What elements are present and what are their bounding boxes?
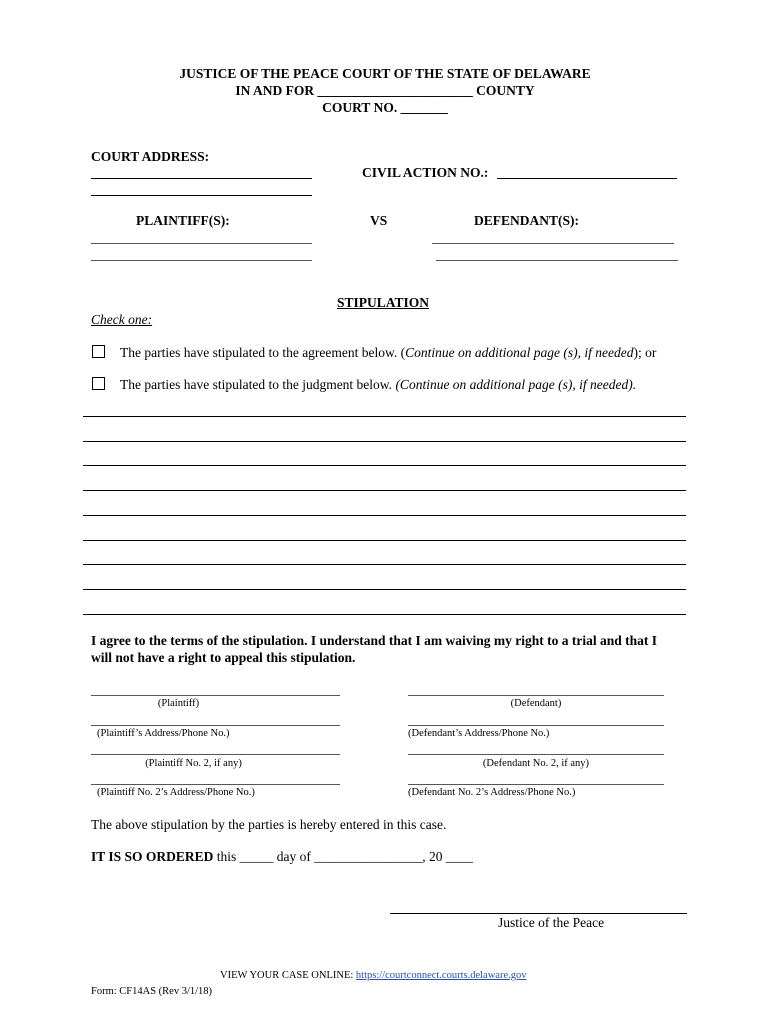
agreement-statement-line1: I agree to the terms of the stipulation. I understand that I am waiving my right to a trial and that I bbox=[91, 633, 657, 648]
defendant-address-caption: (Defendant’s Address/Phone No.) bbox=[408, 728, 550, 739]
stipulation-text-line[interactable] bbox=[83, 416, 686, 417]
civil-action-field[interactable] bbox=[497, 178, 677, 179]
court-heading-line1: JUSTICE OF THE PEACE COURT OF THE STATE OF DELAWARE bbox=[179, 66, 591, 81]
defendant-signature-line[interactable] bbox=[408, 695, 664, 696]
court-heading-line2: IN AND FOR _______________________ COUNTY bbox=[235, 83, 535, 98]
stipulation-text-line[interactable] bbox=[83, 614, 686, 615]
plaintiff2-signature-line[interactable] bbox=[91, 754, 340, 755]
plaintiff2-caption: (Plaintiff No. 2, if any) bbox=[145, 758, 242, 769]
defendant-name-line-1[interactable] bbox=[432, 243, 674, 244]
court-heading-line3: COURT NO. _______ bbox=[322, 100, 448, 115]
plaintiff-address-line[interactable] bbox=[91, 725, 340, 726]
defendant-name-line-2[interactable] bbox=[436, 260, 678, 261]
plaintiff-signature-line[interactable] bbox=[91, 695, 340, 696]
defendant2-address-line[interactable] bbox=[408, 784, 664, 785]
judgment-option-text bbox=[120, 377, 636, 393]
plaintiffs-label: PLAINTIFF(S): bbox=[136, 213, 230, 228]
defendant-caption: (Defendant) bbox=[510, 698, 562, 709]
judgment-option-main: The parties have stipulated to the judgment below. bbox=[120, 377, 396, 392]
entered-statement: The above stipulation by the parties is hereby entered in this case. bbox=[91, 817, 447, 832]
order-bold: IT IS SO ORDERED bbox=[91, 849, 214, 864]
defendant2-address-caption: (Defendant No. 2’s Address/Phone No.) bbox=[408, 787, 576, 798]
stipulation-text-line[interactable] bbox=[83, 441, 686, 442]
order-line bbox=[91, 849, 473, 865]
stipulation-text-line[interactable] bbox=[83, 589, 686, 590]
stipulation-text-line[interactable] bbox=[83, 515, 686, 516]
court-address-label: COURT ADDRESS: bbox=[91, 149, 210, 164]
plaintiff-caption: (Plaintiff) bbox=[157, 698, 200, 709]
plaintiff-address-caption: (Plaintiff’s Address/Phone No.) bbox=[97, 728, 230, 739]
stipulation-title: STIPULATION bbox=[337, 295, 430, 310]
court-address-line-1[interactable] bbox=[91, 178, 312, 179]
court-connect-link[interactable]: https://courtconnect.courts.delaware.gov bbox=[355, 970, 527, 981]
view-case-online bbox=[220, 970, 526, 981]
defendants-label: DEFENDANT(S): bbox=[474, 213, 580, 228]
judgment-option-italic: (Continue on additional page (s), if needed). bbox=[395, 377, 637, 392]
stipulation-text-line[interactable] bbox=[83, 564, 686, 565]
plaintiff-name-line-2[interactable] bbox=[91, 260, 312, 261]
form-identifier: Form: CF14AS (Rev 3/1/18) bbox=[91, 986, 213, 997]
plaintiff-name-line-1[interactable] bbox=[91, 243, 312, 244]
stipulation-text-line[interactable] bbox=[83, 490, 686, 491]
plaintiff2-address-caption: (Plaintiff No. 2’s Address/Phone No.) bbox=[97, 787, 255, 798]
agreement-option-tail: ); or bbox=[633, 345, 657, 360]
civil-action-label: CIVIL ACTION NO.: bbox=[362, 165, 489, 180]
vs-label: VS bbox=[370, 213, 388, 228]
court-address-line-2[interactable] bbox=[91, 195, 312, 196]
order-rest: this _____ day of ________________, 20 ____ bbox=[213, 849, 473, 864]
view-case-label: VIEW YOUR CASE ONLINE: bbox=[220, 970, 356, 981]
agreement-statement-line2: will not have a right to appeal this stipulation. bbox=[91, 650, 356, 665]
justice-label: Justice of the Peace bbox=[498, 915, 605, 930]
agreement-option-italic: Continue on additional page (s), if needed bbox=[405, 345, 634, 360]
stipulation-text-line[interactable] bbox=[83, 465, 686, 466]
defendant2-caption: (Defendant No. 2, if any) bbox=[482, 758, 590, 769]
check-one-label: Check one: bbox=[91, 312, 153, 327]
plaintiff2-address-line[interactable] bbox=[91, 784, 340, 785]
justice-signature-line[interactable] bbox=[390, 913, 687, 914]
agreement-option-text bbox=[120, 345, 656, 361]
stipulation-text-line[interactable] bbox=[83, 540, 686, 541]
defendant2-signature-line[interactable] bbox=[408, 754, 664, 755]
judgment-checkbox[interactable] bbox=[92, 377, 105, 390]
agreement-checkbox[interactable] bbox=[92, 345, 105, 358]
defendant-address-line[interactable] bbox=[408, 725, 664, 726]
agreement-option-main: The parties have stipulated to the agreement below. ( bbox=[120, 345, 406, 360]
